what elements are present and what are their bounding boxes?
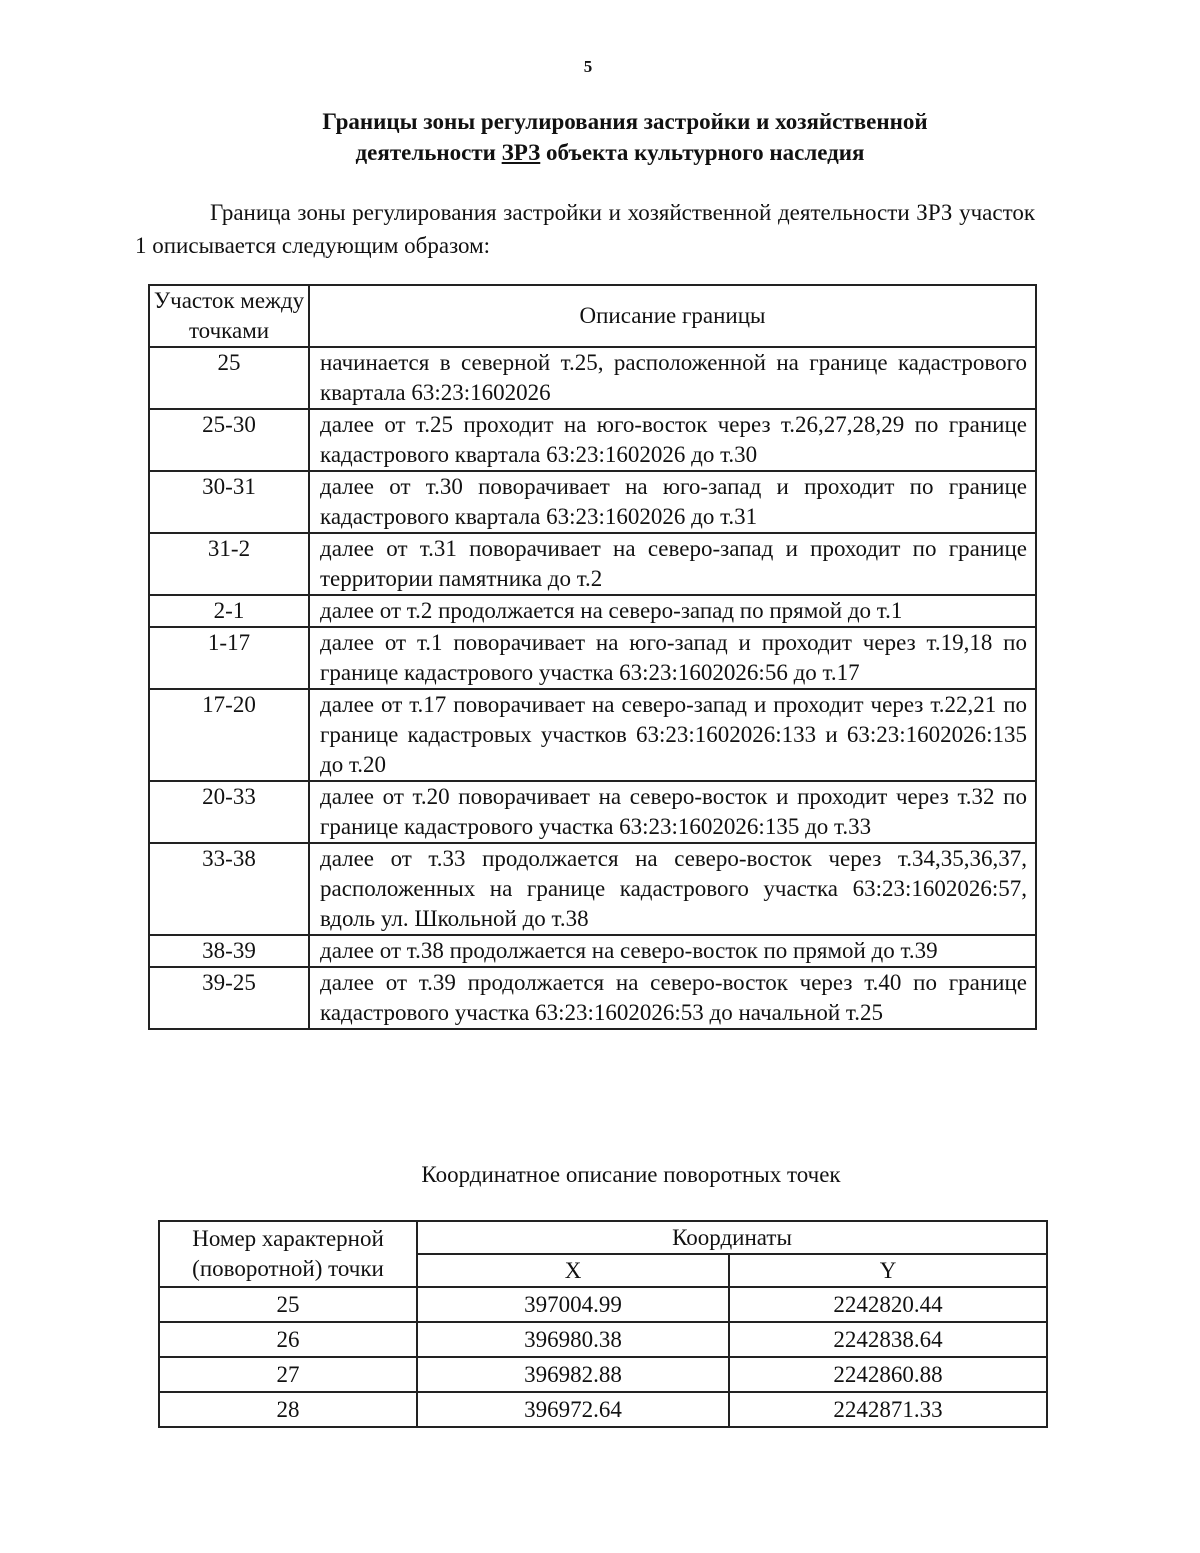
description-cell: далее от т.1 поворачивает на юго-запад и проходит через т.19,18 по границе кадастрового участка 63:23:1602026:56 до т.17 (309, 627, 1036, 689)
intro-paragraph: Граница зоны регулирования застройки и хозяйственной деятельности ЗРЗ участок 1 описывается следующим образом: (135, 200, 1035, 258)
description-cell: далее от т.30 поворачивает на юго-запад и проходит по границе кадастрового квартала 63:23:1602026 до т.31 (309, 471, 1036, 533)
x-coordinate-cell: 396982.88 (417, 1357, 729, 1392)
description-cell: далее от т.38 продолжается на северо-восток по прямой до т.39 (309, 935, 1036, 967)
segment-cell: 1-17 (149, 627, 309, 689)
description-cell: далее от т.33 продолжается на северо-восток через т.34,35,36,37, расположенных на границе кадастрового участка 63:23:1602026:57, вдоль ул. Школьной до т.38 (309, 843, 1036, 935)
description-cell: далее от т.2 продолжается на северо-запад по прямой до т.1 (309, 595, 1036, 627)
table-row (149, 967, 1036, 1029)
table-row (149, 627, 1036, 689)
title-line-1: Границы зоны регулирования застройки и хозяйственной (322, 109, 928, 134)
table-row (159, 1287, 1047, 1322)
point-number-cell: 27 (159, 1357, 417, 1392)
table-row (149, 471, 1036, 533)
description-cell: далее от т.31 поворачивает на северо-запад и проходит по границе территории памятника до т.2 (309, 533, 1036, 595)
description-cell: далее от т.20 поворачивает на северо-восток и проходит через т.32 по границе кадастрового участка 63:23:1602026:135 до т.33 (309, 781, 1036, 843)
table-row (159, 1322, 1047, 1357)
description-cell: начинается в северной т.25, расположенной на границе кадастрового квартала 63:23:1602026 (309, 347, 1036, 409)
description-cell: далее от т.25 проходит на юго-восток через т.26,27,28,29 по границе кадастрового квартала 63:23:1602026 до т.30 (309, 409, 1036, 471)
table-row (149, 533, 1036, 595)
table-row (149, 935, 1036, 967)
title-line-2-suffix: объекта культурного наследия (540, 140, 865, 165)
title-zrz-abbrev: ЗРЗ (501, 140, 541, 165)
table-row (149, 689, 1036, 781)
table-row (159, 1357, 1047, 1392)
table-row (149, 595, 1036, 627)
page-title (200, 106, 1050, 168)
y-coordinate-cell: 2242838.64 (729, 1322, 1047, 1357)
segment-cell: 38-39 (149, 935, 309, 967)
boundary-table-body (149, 347, 1036, 1029)
segment-cell: 17-20 (149, 689, 309, 781)
segment-cell: 30-31 (149, 471, 309, 533)
y-coordinate-cell: 2242820.44 (729, 1287, 1047, 1322)
coord-caption: Координатное описание поворотных точек (421, 1162, 841, 1187)
x-coordinate-cell: 396972.64 (417, 1392, 729, 1427)
boundary-table (148, 284, 1037, 1030)
point-number-cell: 28 (159, 1392, 417, 1427)
segment-cell: 25-30 (149, 409, 309, 471)
segment-cell: 33-38 (149, 843, 309, 935)
segment-cell: 39-25 (149, 967, 309, 1029)
header-point-number: Номер характерной (поворотной) точки (159, 1221, 417, 1287)
header-description: Описание границы (309, 285, 1036, 347)
description-cell: далее от т.17 поворачивает на северо-запад и проходит через т.22,21 по границе кадастровых участков 63:23:1602026:133 и 63:23:1602026:135 до т.20 (309, 689, 1036, 781)
table-row (149, 781, 1036, 843)
segment-cell: 25 (149, 347, 309, 409)
y-coordinate-cell: 2242871.33 (729, 1392, 1047, 1427)
x-coordinate-cell: 397004.99 (417, 1287, 729, 1322)
coordinates-table (158, 1220, 1048, 1428)
header-segment: Участок между точками (149, 285, 309, 347)
table-row (149, 843, 1036, 935)
header-x: X (417, 1254, 729, 1287)
title-line-2-prefix: деятельности (355, 140, 502, 165)
segment-cell: 20-33 (149, 781, 309, 843)
title-line-2 (170, 137, 1050, 168)
table-row (149, 409, 1036, 471)
y-coordinate-cell: 2242860.88 (729, 1357, 1047, 1392)
coordinates-table-body (159, 1287, 1047, 1427)
header-y: Y (729, 1254, 1047, 1287)
header-coordinates: Координаты (417, 1221, 1047, 1254)
point-number-cell: 25 (159, 1287, 417, 1322)
point-number-cell: 26 (159, 1322, 417, 1357)
x-coordinate-cell: 396980.38 (417, 1322, 729, 1357)
table-row (159, 1392, 1047, 1427)
table-row (149, 347, 1036, 409)
description-cell: далее от т.39 продолжается на северо-восток через т.40 по границе кадастрового участка 63:23:1602026:53 до начальной т.25 (309, 967, 1036, 1029)
boundary-table-header (149, 285, 1036, 347)
coordinates-table-header (159, 1221, 1047, 1254)
page-number: 5 (583, 57, 593, 76)
segment-cell: 2-1 (149, 595, 309, 627)
segment-cell: 31-2 (149, 533, 309, 595)
